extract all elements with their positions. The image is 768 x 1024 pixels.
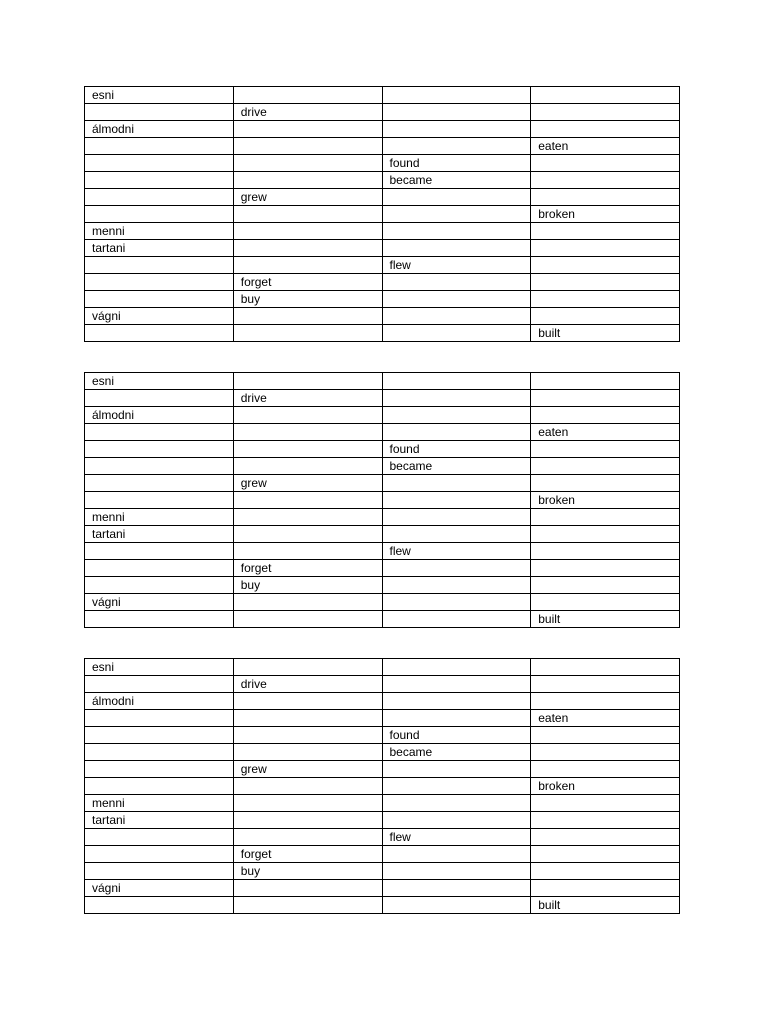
table-row — [85, 87, 680, 104]
table-cell — [233, 155, 382, 172]
table-cell — [382, 812, 531, 829]
table-row — [85, 761, 680, 778]
table-cell — [85, 744, 234, 761]
table-cell: buy — [233, 291, 382, 308]
table-cell: grew — [233, 189, 382, 206]
table-row — [85, 577, 680, 594]
table-row — [85, 291, 680, 308]
table-cell — [233, 880, 382, 897]
table-cell: tartani — [85, 526, 234, 543]
table-cell — [233, 778, 382, 795]
table-cell — [382, 104, 531, 121]
table-cell — [531, 291, 680, 308]
table-row — [85, 240, 680, 257]
verb-table-body — [85, 373, 680, 628]
table-cell — [382, 846, 531, 863]
table-cell: forget — [233, 274, 382, 291]
table-cell — [85, 291, 234, 308]
table-cell: grew — [233, 761, 382, 778]
table-cell — [85, 155, 234, 172]
table-cell: drive — [233, 676, 382, 693]
table-cell: esni — [85, 87, 234, 104]
table-cell — [382, 274, 531, 291]
table-cell: tartani — [85, 240, 234, 257]
table-row — [85, 594, 680, 611]
table-row — [85, 710, 680, 727]
table-cell — [382, 407, 531, 424]
table-cell — [531, 744, 680, 761]
table-cell: flew — [382, 829, 531, 846]
table-row — [85, 611, 680, 628]
table-row — [85, 543, 680, 560]
table-cell: broken — [531, 492, 680, 509]
verb-table-3 — [84, 658, 680, 914]
table-cell — [233, 441, 382, 458]
table-cell — [382, 710, 531, 727]
table-cell — [85, 424, 234, 441]
table-cell: tartani — [85, 812, 234, 829]
table-cell — [233, 710, 382, 727]
table-cell: eaten — [531, 710, 680, 727]
table-cell — [85, 863, 234, 880]
table-row — [85, 325, 680, 342]
table-cell — [531, 257, 680, 274]
table-cell — [233, 138, 382, 155]
table-cell: esni — [85, 373, 234, 390]
table-cell — [531, 727, 680, 744]
table-cell — [382, 373, 531, 390]
table-row — [85, 846, 680, 863]
table-cell — [382, 761, 531, 778]
table-cell — [85, 325, 234, 342]
table-cell — [531, 189, 680, 206]
table-cell — [531, 846, 680, 863]
table-cell — [382, 795, 531, 812]
table-row — [85, 676, 680, 693]
table-cell — [233, 659, 382, 676]
table-cell — [382, 475, 531, 492]
table-row — [85, 390, 680, 407]
table-cell — [85, 727, 234, 744]
table-cell — [382, 424, 531, 441]
table-cell: forget — [233, 560, 382, 577]
table-cell — [233, 240, 382, 257]
table-cell — [85, 710, 234, 727]
table-row — [85, 424, 680, 441]
table-row — [85, 659, 680, 676]
table-cell — [233, 693, 382, 710]
table-cell — [382, 897, 531, 914]
table-cell — [531, 594, 680, 611]
table-cell: menni — [85, 795, 234, 812]
table-cell — [233, 206, 382, 223]
table-cell — [233, 897, 382, 914]
table-cell: grew — [233, 475, 382, 492]
table-cell: drive — [233, 390, 382, 407]
table-row — [85, 526, 680, 543]
table-cell — [531, 87, 680, 104]
table-cell — [85, 441, 234, 458]
table-row — [85, 441, 680, 458]
table-cell: menni — [85, 509, 234, 526]
table-cell — [233, 611, 382, 628]
table-cell: broken — [531, 778, 680, 795]
table-row — [85, 812, 680, 829]
table-cell: built — [531, 897, 680, 914]
table-cell — [382, 577, 531, 594]
table-row — [85, 458, 680, 475]
table-cell — [85, 829, 234, 846]
table-row — [85, 274, 680, 291]
table-cell — [382, 240, 531, 257]
table-cell — [531, 577, 680, 594]
table-cell — [382, 291, 531, 308]
table-cell: vágni — [85, 308, 234, 325]
table-cell — [382, 325, 531, 342]
table-cell: forget — [233, 846, 382, 863]
table-row — [85, 727, 680, 744]
table-cell — [382, 659, 531, 676]
table-cell — [85, 475, 234, 492]
table-cell — [233, 325, 382, 342]
table-cell — [233, 87, 382, 104]
table-cell — [85, 104, 234, 121]
table-cell — [382, 223, 531, 240]
table-cell — [382, 87, 531, 104]
table-cell — [531, 812, 680, 829]
table-cell: vágni — [85, 594, 234, 611]
table-cell — [382, 189, 531, 206]
table-row — [85, 138, 680, 155]
table-cell: álmodni — [85, 693, 234, 710]
table-cell — [233, 172, 382, 189]
table-cell — [233, 223, 382, 240]
table-cell: found — [382, 155, 531, 172]
table-cell — [85, 560, 234, 577]
table-cell — [233, 526, 382, 543]
table-cell — [382, 676, 531, 693]
table-cell: eaten — [531, 138, 680, 155]
table-cell: became — [382, 458, 531, 475]
table-cell: esni — [85, 659, 234, 676]
table-cell — [531, 526, 680, 543]
table-cell — [85, 257, 234, 274]
table-cell — [382, 560, 531, 577]
table-cell — [233, 829, 382, 846]
table-cell — [233, 121, 382, 138]
table-row — [85, 863, 680, 880]
table-cell — [382, 778, 531, 795]
table-cell — [85, 897, 234, 914]
table-cell — [85, 778, 234, 795]
table-cell — [85, 274, 234, 291]
table-row — [85, 880, 680, 897]
table-cell — [531, 407, 680, 424]
table-row — [85, 778, 680, 795]
table-row — [85, 744, 680, 761]
table-cell — [382, 526, 531, 543]
table-cell — [85, 761, 234, 778]
table-cell — [531, 795, 680, 812]
table-cell — [382, 611, 531, 628]
table-cell — [382, 509, 531, 526]
table-row — [85, 189, 680, 206]
table-cell — [85, 138, 234, 155]
table-cell: drive — [233, 104, 382, 121]
table-cell — [531, 104, 680, 121]
table-cell: flew — [382, 543, 531, 560]
table-cell — [531, 475, 680, 492]
table-cell — [233, 492, 382, 509]
table-cell — [233, 744, 382, 761]
table-cell: became — [382, 172, 531, 189]
table-cell — [233, 407, 382, 424]
table-cell — [531, 373, 680, 390]
table-cell — [85, 189, 234, 206]
table-cell — [233, 543, 382, 560]
table-cell — [531, 390, 680, 407]
table-cell — [85, 577, 234, 594]
table-cell — [531, 308, 680, 325]
table-row — [85, 560, 680, 577]
verb-table-2 — [84, 372, 680, 628]
table-cell — [531, 223, 680, 240]
table-cell — [85, 611, 234, 628]
table-row — [85, 509, 680, 526]
table-cell — [531, 155, 680, 172]
table-cell — [531, 659, 680, 676]
table-cell — [233, 509, 382, 526]
table-row — [85, 897, 680, 914]
table-cell — [382, 390, 531, 407]
table-cell — [531, 560, 680, 577]
table-cell — [233, 424, 382, 441]
table-cell — [382, 880, 531, 897]
verb-table-body — [85, 87, 680, 342]
table-cell — [233, 795, 382, 812]
table-cell: found — [382, 727, 531, 744]
table-cell — [531, 121, 680, 138]
table-cell — [382, 206, 531, 223]
table-cell: buy — [233, 863, 382, 880]
table-cell: flew — [382, 257, 531, 274]
table-cell — [531, 441, 680, 458]
table-cell — [531, 829, 680, 846]
verb-table-body — [85, 659, 680, 914]
table-cell: found — [382, 441, 531, 458]
table-cell: álmodni — [85, 407, 234, 424]
table-cell — [233, 727, 382, 744]
table-cell — [531, 676, 680, 693]
table-cell — [531, 274, 680, 291]
table-cell: vágni — [85, 880, 234, 897]
verb-table-1 — [84, 86, 680, 342]
table-cell — [382, 308, 531, 325]
table-row — [85, 492, 680, 509]
table-cell: built — [531, 611, 680, 628]
table-cell — [531, 761, 680, 778]
table-row — [85, 795, 680, 812]
table-row — [85, 223, 680, 240]
table-cell — [382, 138, 531, 155]
table-cell: broken — [531, 206, 680, 223]
table-cell — [382, 121, 531, 138]
table-cell: álmodni — [85, 121, 234, 138]
table-row — [85, 104, 680, 121]
table-cell — [382, 594, 531, 611]
table-cell — [531, 543, 680, 560]
table-cell — [233, 594, 382, 611]
table-cell — [85, 492, 234, 509]
table-cell — [531, 240, 680, 257]
table-row — [85, 308, 680, 325]
table-cell: eaten — [531, 424, 680, 441]
table-cell — [233, 812, 382, 829]
table-cell — [382, 863, 531, 880]
table-cell — [85, 458, 234, 475]
table-row — [85, 829, 680, 846]
table-cell: menni — [85, 223, 234, 240]
table-cell: built — [531, 325, 680, 342]
table-cell — [85, 543, 234, 560]
table-row — [85, 172, 680, 189]
table-row — [85, 121, 680, 138]
table-cell — [233, 458, 382, 475]
table-cell — [85, 676, 234, 693]
table-cell — [233, 373, 382, 390]
table-cell — [531, 172, 680, 189]
table-cell: became — [382, 744, 531, 761]
table-cell — [85, 390, 234, 407]
table-row — [85, 407, 680, 424]
table-row — [85, 155, 680, 172]
table-row — [85, 257, 680, 274]
table-cell — [233, 308, 382, 325]
table-row — [85, 373, 680, 390]
table-cell — [85, 206, 234, 223]
table-row — [85, 693, 680, 710]
table-cell — [85, 846, 234, 863]
table-row — [85, 475, 680, 492]
table-cell — [382, 492, 531, 509]
table-cell — [382, 693, 531, 710]
table-cell — [531, 458, 680, 475]
table-cell — [531, 509, 680, 526]
table-cell: buy — [233, 577, 382, 594]
table-cell — [85, 172, 234, 189]
table-row — [85, 206, 680, 223]
table-cell — [531, 693, 680, 710]
table-cell — [531, 863, 680, 880]
table-cell — [233, 257, 382, 274]
table-cell — [531, 880, 680, 897]
